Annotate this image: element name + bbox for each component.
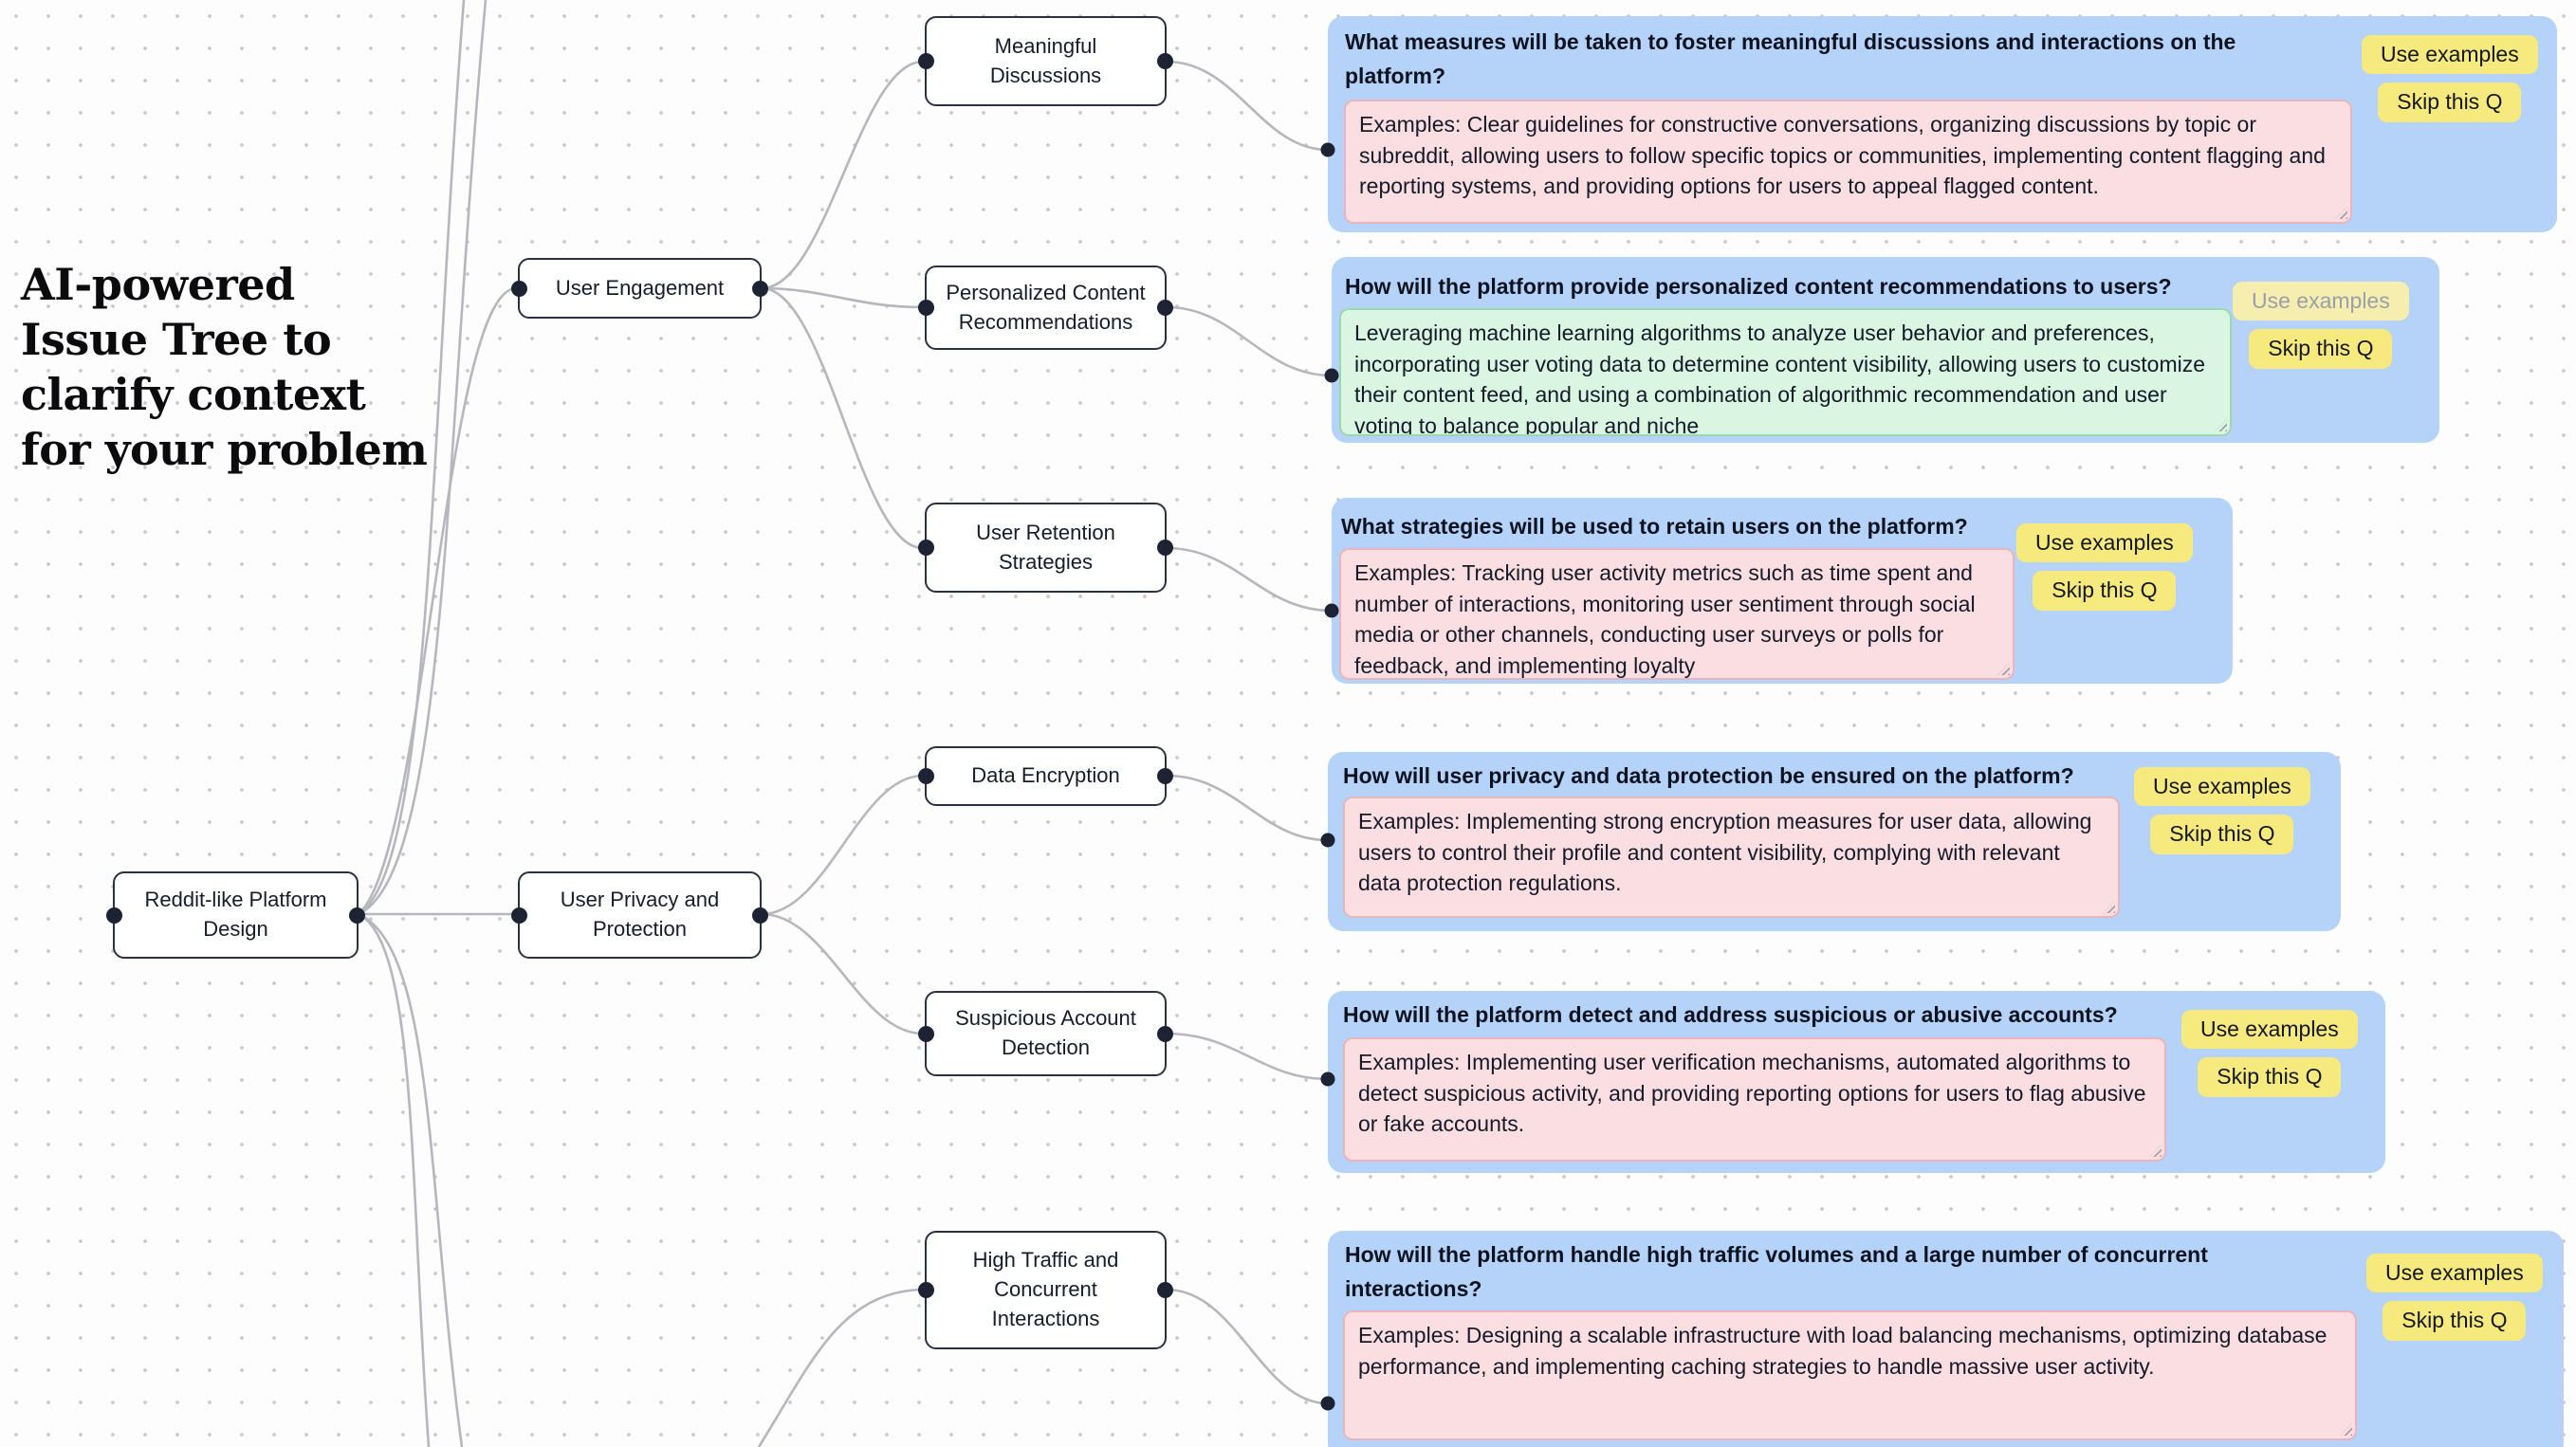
leaf-node-meaningful-discussions[interactable] (925, 16, 1167, 106)
use-examples-button[interactable]: Use examples (2016, 523, 2193, 562)
page-title: AI-powered Issue Tree to clarify context for your problem (21, 259, 428, 475)
branch-node-user-privacy[interactable] (518, 871, 762, 959)
skip-question-button[interactable]: Skip this Q (2378, 82, 2521, 121)
node-label: Personalized Content Recommendations (946, 280, 1146, 334)
answer-textarea[interactable] (1339, 308, 2232, 436)
node-connection-dot (1157, 768, 1173, 784)
branch-node-user-engagement[interactable] (518, 258, 762, 319)
node-connection-dot (511, 907, 527, 924)
node-connection-dot (918, 768, 934, 784)
leaf-node-data-encryption[interactable] (925, 746, 1167, 806)
use-examples-button[interactable]: Use examples (2362, 35, 2538, 74)
node-connection-dot (918, 1282, 934, 1298)
node-label: Suspicious Account Detection (955, 1006, 1136, 1059)
answer-textarea[interactable] (1344, 100, 2352, 224)
skip-question-button[interactable]: Skip this Q (2249, 329, 2392, 368)
node-connection-dot (918, 300, 934, 316)
node-label: User Privacy and Protection (560, 888, 720, 941)
question-card-suspicious-accounts (1328, 991, 2385, 1173)
question-text: How will the platform detect and address suspicious or abusive accounts? (1343, 1002, 2118, 1027)
answer-textarea[interactable] (1339, 548, 2015, 680)
node-connection-dot (349, 907, 365, 924)
node-label: User Engagement (555, 275, 725, 300)
node-connection-dot (511, 281, 527, 297)
leaf-node-user-retention[interactable] (925, 503, 1167, 593)
use-examples-button[interactable]: Use examples (2181, 1010, 2358, 1049)
question-card-data-encryption (1328, 752, 2341, 931)
question-text: How will user privacy and data protection be ensured on the platform? (1343, 763, 2074, 788)
skip-question-button[interactable]: Skip this Q (2033, 571, 2176, 610)
node-label: User Retention Strategies (976, 520, 1115, 574)
question-text: How will the platform handle high traffic volumes and a large number of concurrent interactions? (1345, 1242, 2208, 1301)
node-connection-dot (1157, 1282, 1173, 1298)
node-connection-dot (106, 907, 122, 924)
node-label: Data Encryption (971, 763, 1120, 788)
skip-question-button[interactable]: Skip this Q (2383, 1301, 2526, 1340)
skip-question-button[interactable]: Skip this Q (2198, 1057, 2341, 1096)
node-connection-dot (1157, 1026, 1173, 1042)
skip-question-button[interactable]: Skip this Q (2150, 815, 2293, 853)
use-examples-button[interactable]: Use examples (2134, 767, 2310, 806)
node-connection-dot (918, 540, 934, 556)
node-connection-dot (918, 1026, 934, 1042)
leaf-node-suspicious-accounts[interactable] (925, 991, 1167, 1076)
answer-textarea[interactable] (1343, 1037, 2166, 1162)
node-connection-dot (1157, 300, 1173, 316)
leaf-node-personalized-content[interactable] (925, 266, 1167, 350)
question-text: What strategies will be used to retain users on the platform? (1341, 514, 1968, 539)
node-connection-dot (1157, 53, 1173, 69)
root-node[interactable] (113, 871, 359, 959)
answer-textarea[interactable] (1343, 797, 2120, 918)
question-card-high-traffic (1328, 1231, 2564, 1447)
question-text: How will the platform provide personalized content recommendations to users? (1345, 274, 2172, 299)
node-label: Reddit-like Platform Design (144, 888, 327, 941)
node-label: Meaningful Discussions (989, 33, 1102, 87)
use-examples-button[interactable]: Use examples (2366, 1254, 2543, 1292)
leaf-node-high-traffic[interactable] (925, 1231, 1167, 1349)
node-connection-dot (1157, 540, 1173, 556)
use-examples-button: Use examples (2233, 282, 2409, 321)
question-card-user-retention (1332, 498, 2233, 684)
answer-textarea[interactable] (1343, 1310, 2357, 1440)
question-card-meaningful-discussions (1328, 16, 2557, 232)
node-connection-dot (752, 907, 768, 924)
node-label: High Traffic and Concurrent Interactions (972, 1248, 1119, 1330)
node-connection-dot (918, 53, 934, 69)
question-card-personalized-content (1332, 257, 2439, 443)
question-text: What measures will be taken to foster meaningful discussions and interactions on the platform? (1345, 29, 2236, 88)
node-connection-dot (752, 281, 768, 297)
